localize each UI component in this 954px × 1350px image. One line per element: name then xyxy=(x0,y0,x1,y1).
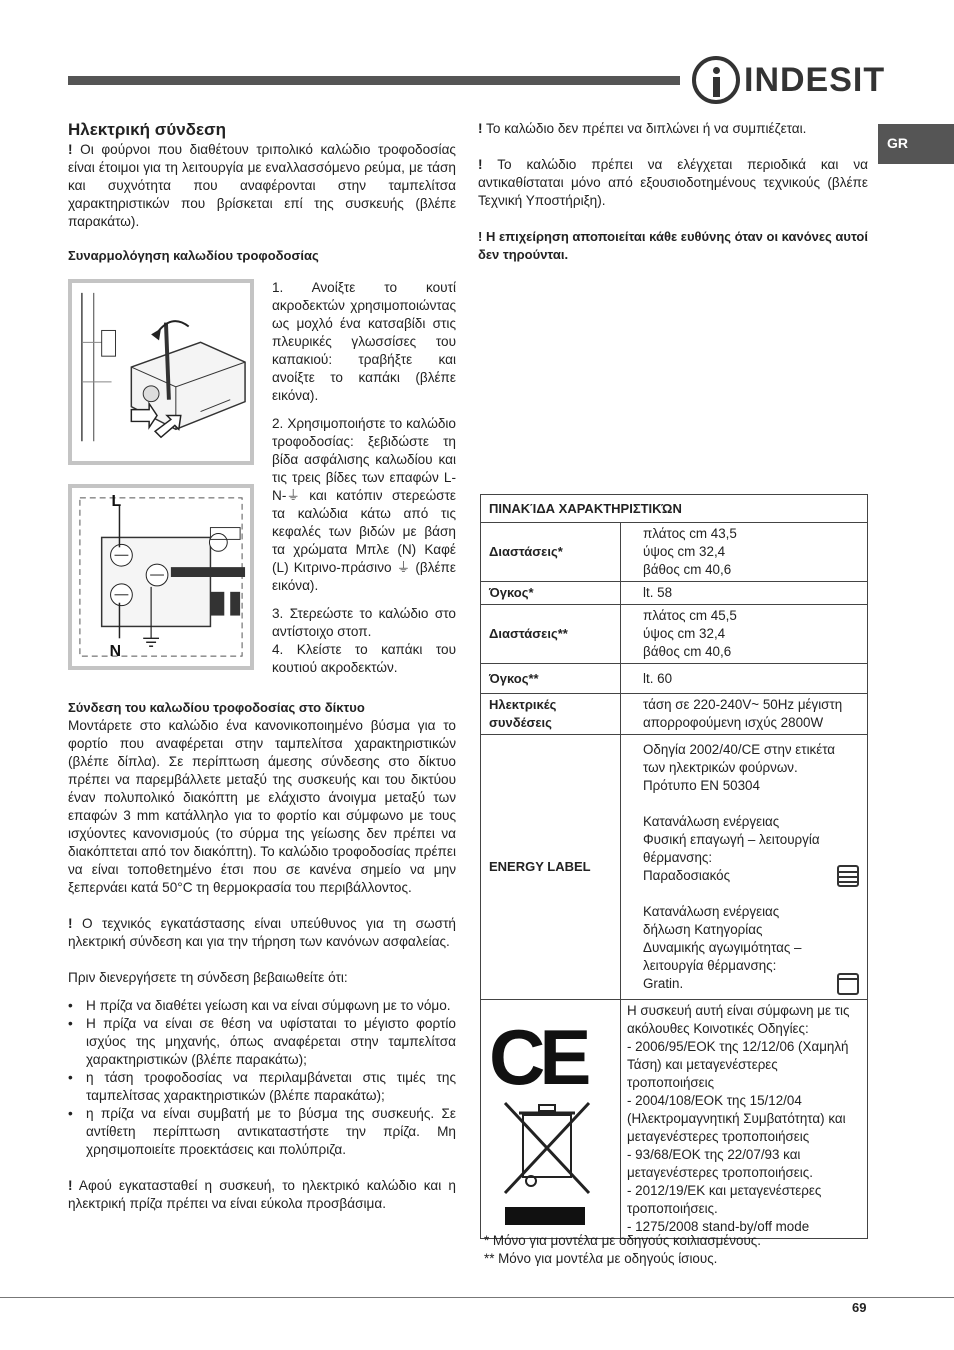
table-row: ENERGY LABEL Οδηγία 2002/40/CE στην ετικέτα των ηλεκτρικών φούρνων. Πρότυπο EN 50304 Κατανάλωση ενέργειας Φυσική επαγωγή – λειτουργία θέρμανσης: Παραδοσιακός Κατανάλωση ενέργειας δήλωση Κατηγορίας Δυναμικής αγωγιμότητας – λειτουργία θέρμανσης: Gratin. xyxy=(481,735,868,1000)
page-number: 69 xyxy=(852,1300,867,1315)
after-paragraph: ! Αφού εγκατασταθεί η συσκευή, το ηλεκτρικό καλώδιο και η ηλεκτρική πρίζα πρέπει να είναι εύκολα προσβάσιμα. xyxy=(68,1178,456,1211)
assembly-steps xyxy=(272,279,456,687)
step-2: 2. Χρησιμοποιήστε το καλώδιο τροφοδοσίας: ξεβιδώστε τη βίδα ασφάλισης καλωδίου και τις τρεις βίδες των επαφών L-N-⏚ και κατόπιν στερεώστε τα καλώδια κάτω από τις κεφαλές των βιδών με βάση τα χρώματα Μπλε (N) Καφέ (L) Κιτρινο-πράσινο ⏚ (βλέπε εικόνα). xyxy=(272,416,456,593)
wiring-figure xyxy=(68,484,254,670)
terminal-box-illustration xyxy=(72,283,250,461)
footnote-2: ** Μόνο για μοντέλα με οδηγούς ίσιους. xyxy=(484,1251,718,1266)
installer-paragraph: ! Ο τεχνικός εγκατάστασης είναι υπεύθυνος για τη σωστή ηλεκτρική σύνδεση και για την τήρηση των κανόνων ασφαλείας. xyxy=(68,916,456,949)
list-item: • η πρίζα να είναι συμβατή με το βύσμα της συσκευής. Σε αντίθετη περίπτωση αντικαταστήστε την πρίζα. Μη χρησιμοποιείτε προεκτάσεις και πολύπριζα. xyxy=(68,1105,456,1159)
warning-3: ! Η επιχείρηση αποποιείται κάθε ευθύνης όταν οι κανόνες αυτοί δεν τηρούνται. xyxy=(478,229,868,262)
table-row: Όγκος* lt. 58 xyxy=(481,582,868,605)
language-tab: GR xyxy=(878,124,954,164)
network-paragraph: Μοντάρετε στο καλώδιο ένα κανονικοποιημένο βύσμα για το φορτίο που αναφέρεται στην ταμπελίτσα χαρακτηριστικών (βλέπε δίπλα). Σε περίπτωση άμεσης σύνδεσης στο δίκτυο πρέπει να παρεμβάλλετε μεταξύ της συσκευής και του δικτύου έναν πολυπολικό διακόπτη με ελάχιστο άνοιγμα μεταξύ των επαφών 3 mm κατάλληλο για το φορτίο και σύμφωνο με τους ισχύοντες κανονισμούς (το σύρμα της γείωσης δεν πρέπει να διακόπτεται από τον διακόπτη). Το καλώδιο τροφοδοσίας πρέπει να είναι τοποθετημένο έτσι που σε κανένα σημείο να μην ξεπερνάει κατά 50°C τη θερμοκρασία του περιβάλλοντος. xyxy=(68,718,456,895)
footnote-1: * Μόνο για μοντέλα με οδηγούς κοιλιασμένους. xyxy=(484,1233,761,1248)
table-row xyxy=(481,1000,868,1239)
section-title: Ηλεκτρική σύνδεση xyxy=(68,120,227,139)
step-4: 4. Κλείστε το καπάκι του κουτιού ακροδεκτών. xyxy=(272,642,456,675)
table-row: Ηλεκτρικές συνδέσεις τάση σε 220-240V~ 50Hz μέγιστη απορροφούμενη ισχύς 2800W xyxy=(481,694,868,735)
check-list xyxy=(68,997,456,1159)
specification-table xyxy=(480,494,868,1239)
list-item: • Η πρίζα να διαθέτει γείωση και να είναι σύμφωνη με το νόμο. xyxy=(68,997,456,1015)
conventional-mode-icon xyxy=(837,865,859,887)
footer-rule xyxy=(0,1297,954,1298)
subheading-assembly: Συναρμολόγηση καλωδίου τροφοδοσίας xyxy=(68,248,319,263)
brand-name: INDESIT xyxy=(744,61,886,99)
brand-logo xyxy=(692,54,885,106)
ce-directives: Η συσκευή αυτή είναι σύμφωνη με τις ακόλουθες Κοινοτικές Οδηγίες: - 2006/95/ΕΟΚ της 12/12/06 (Χαμηλή Τάση) και μεταγενέστερες τροποποιήσεις - 2004/108/ΕΟΚ της 15/12/04 (Ηλεκτρομαγνητική Συμβατότητα) και μεταγενέστερες τροποποιήσεις - 93/68/ΕΟΚ της 22/07/93 και μεταγενέστερες τροποποιήσεις. - 2012/19/ΕΚ και μεταγενέστερες τροποποιήσεις. - 1275/2008 stand-by/off mode xyxy=(621,1000,868,1239)
table-heading: ΠΙΝΑΚΊΔΑ ΧΑΡΑΚΤΗΡΙΣΤΙΚΏΝ xyxy=(481,495,868,523)
weee-bar xyxy=(505,1207,585,1225)
gratin-mode-icon xyxy=(837,973,859,995)
energy-gratin: Κατανάλωση ενέργειας δήλωση Κατηγορίας Δυναμικής αγωγιμότητας – λειτουργία θέρμανσης: Gratin. xyxy=(643,904,802,991)
before-paragraph: Πριν διενεργήσετε τη σύνδεση βεβαιωθείτε ότι: xyxy=(68,970,348,985)
header-rule xyxy=(68,76,680,85)
list-item: • η τάση τροφοδοσίας να περιλαμβάνεται στις τιμές της ταμπελίτσας χαρακτηριστικών (βλέπε παρακάτω); xyxy=(68,1069,456,1105)
left-column xyxy=(68,120,456,1213)
table-row: Διαστάσεις* πλάτος cm 43,5 ύψος cm 32,4 βάθος cm 40,6 xyxy=(481,523,868,582)
figure-row xyxy=(68,279,456,699)
terminal-box-figure xyxy=(68,279,254,465)
wiring-illustration xyxy=(72,488,250,666)
step-1: 1. Ανοίξτε το κουτί ακροδεκτών χρησιμοποιώντας ως μοχλό ένα κατσαβίδι στις πλευρικές γλωσσίσες του καπακιού: τραβήξτε και ανοίξτε το καπάκι (βλέπε εικόνα). xyxy=(272,280,456,403)
footnotes xyxy=(484,1232,874,1268)
energy-conventional: Κατανάλωση ενέργειας Φυσική επαγωγή – λειτουργία θέρμανσης: Παραδοσιακός xyxy=(643,814,820,883)
table-row: Διαστάσεις** πλάτος cm 45,5 ύψος cm 32,4 βάθος cm 40,6 xyxy=(481,605,868,664)
brand-icon xyxy=(692,56,740,104)
list-item: • Η πρίζα να είναι σε θέση να υφίσταται το μέγιστο φορτίο ισχύος της μηχανής, όπως αναφέρεται στην ταμπελίτσα χαρακτηριστικών (βλέπε παρακάτω); xyxy=(68,1015,456,1069)
label-N: N xyxy=(109,643,121,661)
table-row: Όγκος** lt. 60 xyxy=(481,664,868,694)
label-L: L xyxy=(111,492,122,510)
subheading-network: Σύνδεση του καλωδίου τροφοδοσίας στο δίκτυο xyxy=(68,700,365,715)
step-3: 3. Στερεώστε το καλώδιο στο αντίστοιχο στοπ. xyxy=(272,606,456,639)
ce-mark: CE xyxy=(489,1013,586,1101)
right-column xyxy=(478,120,868,264)
warning-1: ! Το καλώδιο δεν πρέπει να διπλώνει ή να συμπιέζεται. xyxy=(478,121,807,136)
intro-paragraph: ! Οι φούρνοι που διαθέτουν τριπολικό καλώδιο τροφοδοσίας είναι έτοιμοι για τη λειτουργία με εναλλασσόμενο ρεύμα, με τάση και συχνότητα που αναφέρονται στην ταμπελίτσα χαρακτηριστικών που βρίσκεται επί της συσκευής (βλέπε παρακάτω). xyxy=(68,142,456,229)
weee-bin-icon xyxy=(501,1101,593,1201)
energy-directive: Οδηγία 2002/40/CE στην ετικέτα των ηλεκτρικών φούρνων. Πρότυπο EN 50304 xyxy=(643,742,836,793)
warning-2: ! Το καλώδιο πρέπει να ελέγχεται περιοδικά και να αντικαθίσταται μόνο από εξουσιοδοτημένους τεχνικούς (βλέπε Τεχνική Υποστήριξη). xyxy=(478,157,868,208)
